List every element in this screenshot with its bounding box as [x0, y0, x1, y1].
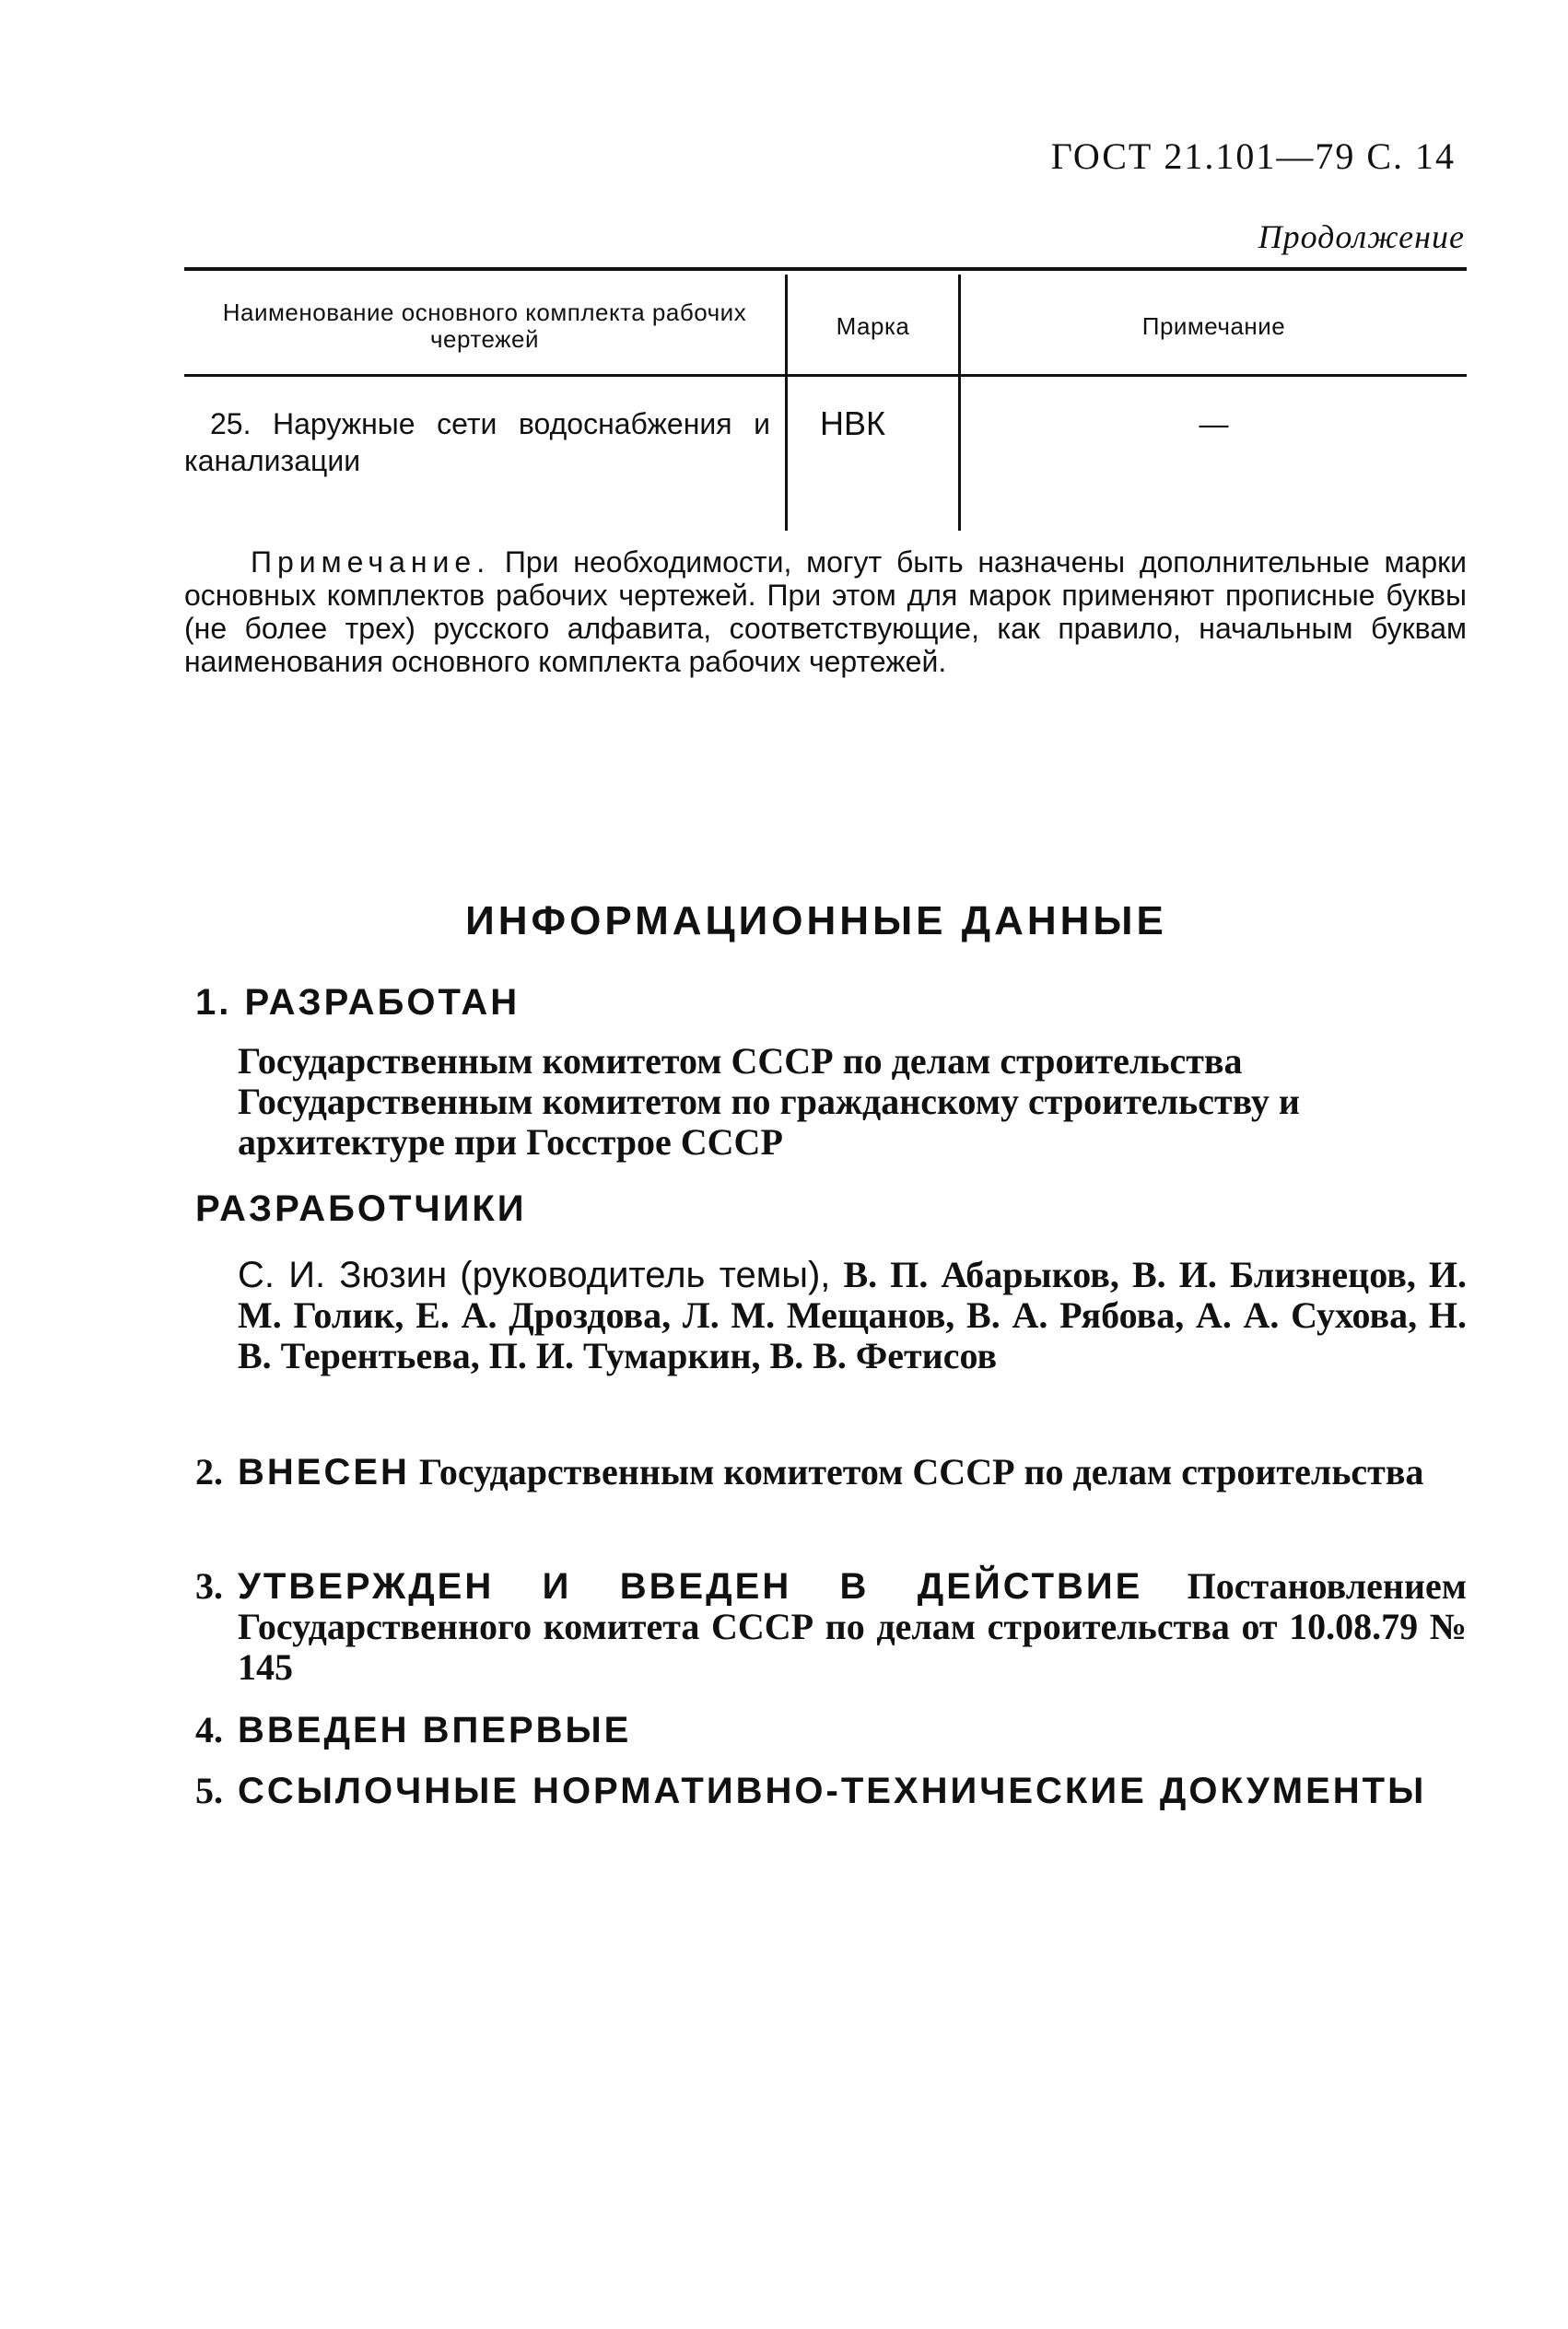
- item-number: 3.: [195, 1565, 223, 1607]
- table-cell-name: 25. Наружные сети водоснабжения и канализации: [184, 407, 770, 477]
- item-number: 4.: [195, 1709, 223, 1750]
- column-header-note: Примечание: [1141, 311, 1286, 340]
- developers-list: [238, 1255, 1467, 1376]
- note-label: Примечание.: [251, 545, 491, 579]
- table-cell-mark: НВК: [820, 404, 885, 442]
- item-label: ВВЕДЕН ВПЕРВЫЕ: [238, 1710, 632, 1750]
- developers-role: (руководитель темы),: [460, 1255, 831, 1295]
- table-top-rule: [184, 267, 1467, 271]
- column-header-name: Наименование основного комплекта рабочих чертежей: [222, 298, 747, 353]
- item-label: ССЫЛОЧНЫЕ НОРМАТИВНО-ТЕХНИЧЕСКИЕ ДОКУМЕНТЫ: [238, 1771, 1427, 1811]
- item-text: Постановлением Государственного комитета СССР по делам строительства от 10.08.79 № 145: [238, 1565, 1468, 1688]
- page-header: ГОСТ 21.101—79 С. 14: [1050, 135, 1456, 177]
- developed-by: Государственным комитетом СССР по делам строительства Государственным комитетом по гражданскому строительству и архитектуре при Госстрое СССР: [238, 1040, 1300, 1163]
- marks-table: [184, 267, 1467, 534]
- table-header-rule: [184, 374, 1467, 377]
- info-item: [195, 1452, 1467, 1492]
- item-text: Государственным комитетом СССР по делам строительства: [418, 1451, 1424, 1492]
- continuation-label: Продолжение: [1258, 218, 1465, 255]
- note-text: При необходимости, могут быть назначены дополнительные марки основных комплектов рабочих чертежей. При этом для марок применяют прописные буквы (не более трех) русского алфавита, соответствующие, как правило, начальным буквам наименования основного комплекта рабочих чертежей.: [184, 545, 1468, 678]
- info-item: [195, 1710, 1467, 1750]
- developers-heading: РАЗРАБОТЧИКИ: [195, 1188, 527, 1229]
- column-header-mark: Марка: [836, 311, 910, 340]
- table-cell-note: —: [1199, 407, 1229, 440]
- info-item: [195, 1771, 1467, 1811]
- item-number: 5.: [195, 1770, 223, 1811]
- info-item: [195, 1566, 1467, 1688]
- info-title: ИНФОРМАЦИОННЫЕ ДАННЫЕ: [465, 898, 1167, 943]
- developers-lead: С. И. Зюзин: [238, 1255, 448, 1295]
- developed-heading: 1. РАЗРАБОТАН: [195, 982, 521, 1023]
- table-note: [184, 545, 1467, 678]
- developers-names: В. П. Абарыков, В. И. Близнецов, И. М. Голик, Е. А. Дроздова, Л. М. Мещанов, В. А. Рябова, А. А. Сухова, Н. В. Терентьева, П. И. Тумаркин, В. В. Фетисов: [238, 1254, 1468, 1376]
- item-label: УТВЕРЖДЕН И ВВЕДЕН В ДЕЙСТВИЕ: [238, 1566, 1143, 1607]
- item-number: 2.: [195, 1451, 223, 1492]
- item-label: ВНЕСЕН: [238, 1452, 410, 1492]
